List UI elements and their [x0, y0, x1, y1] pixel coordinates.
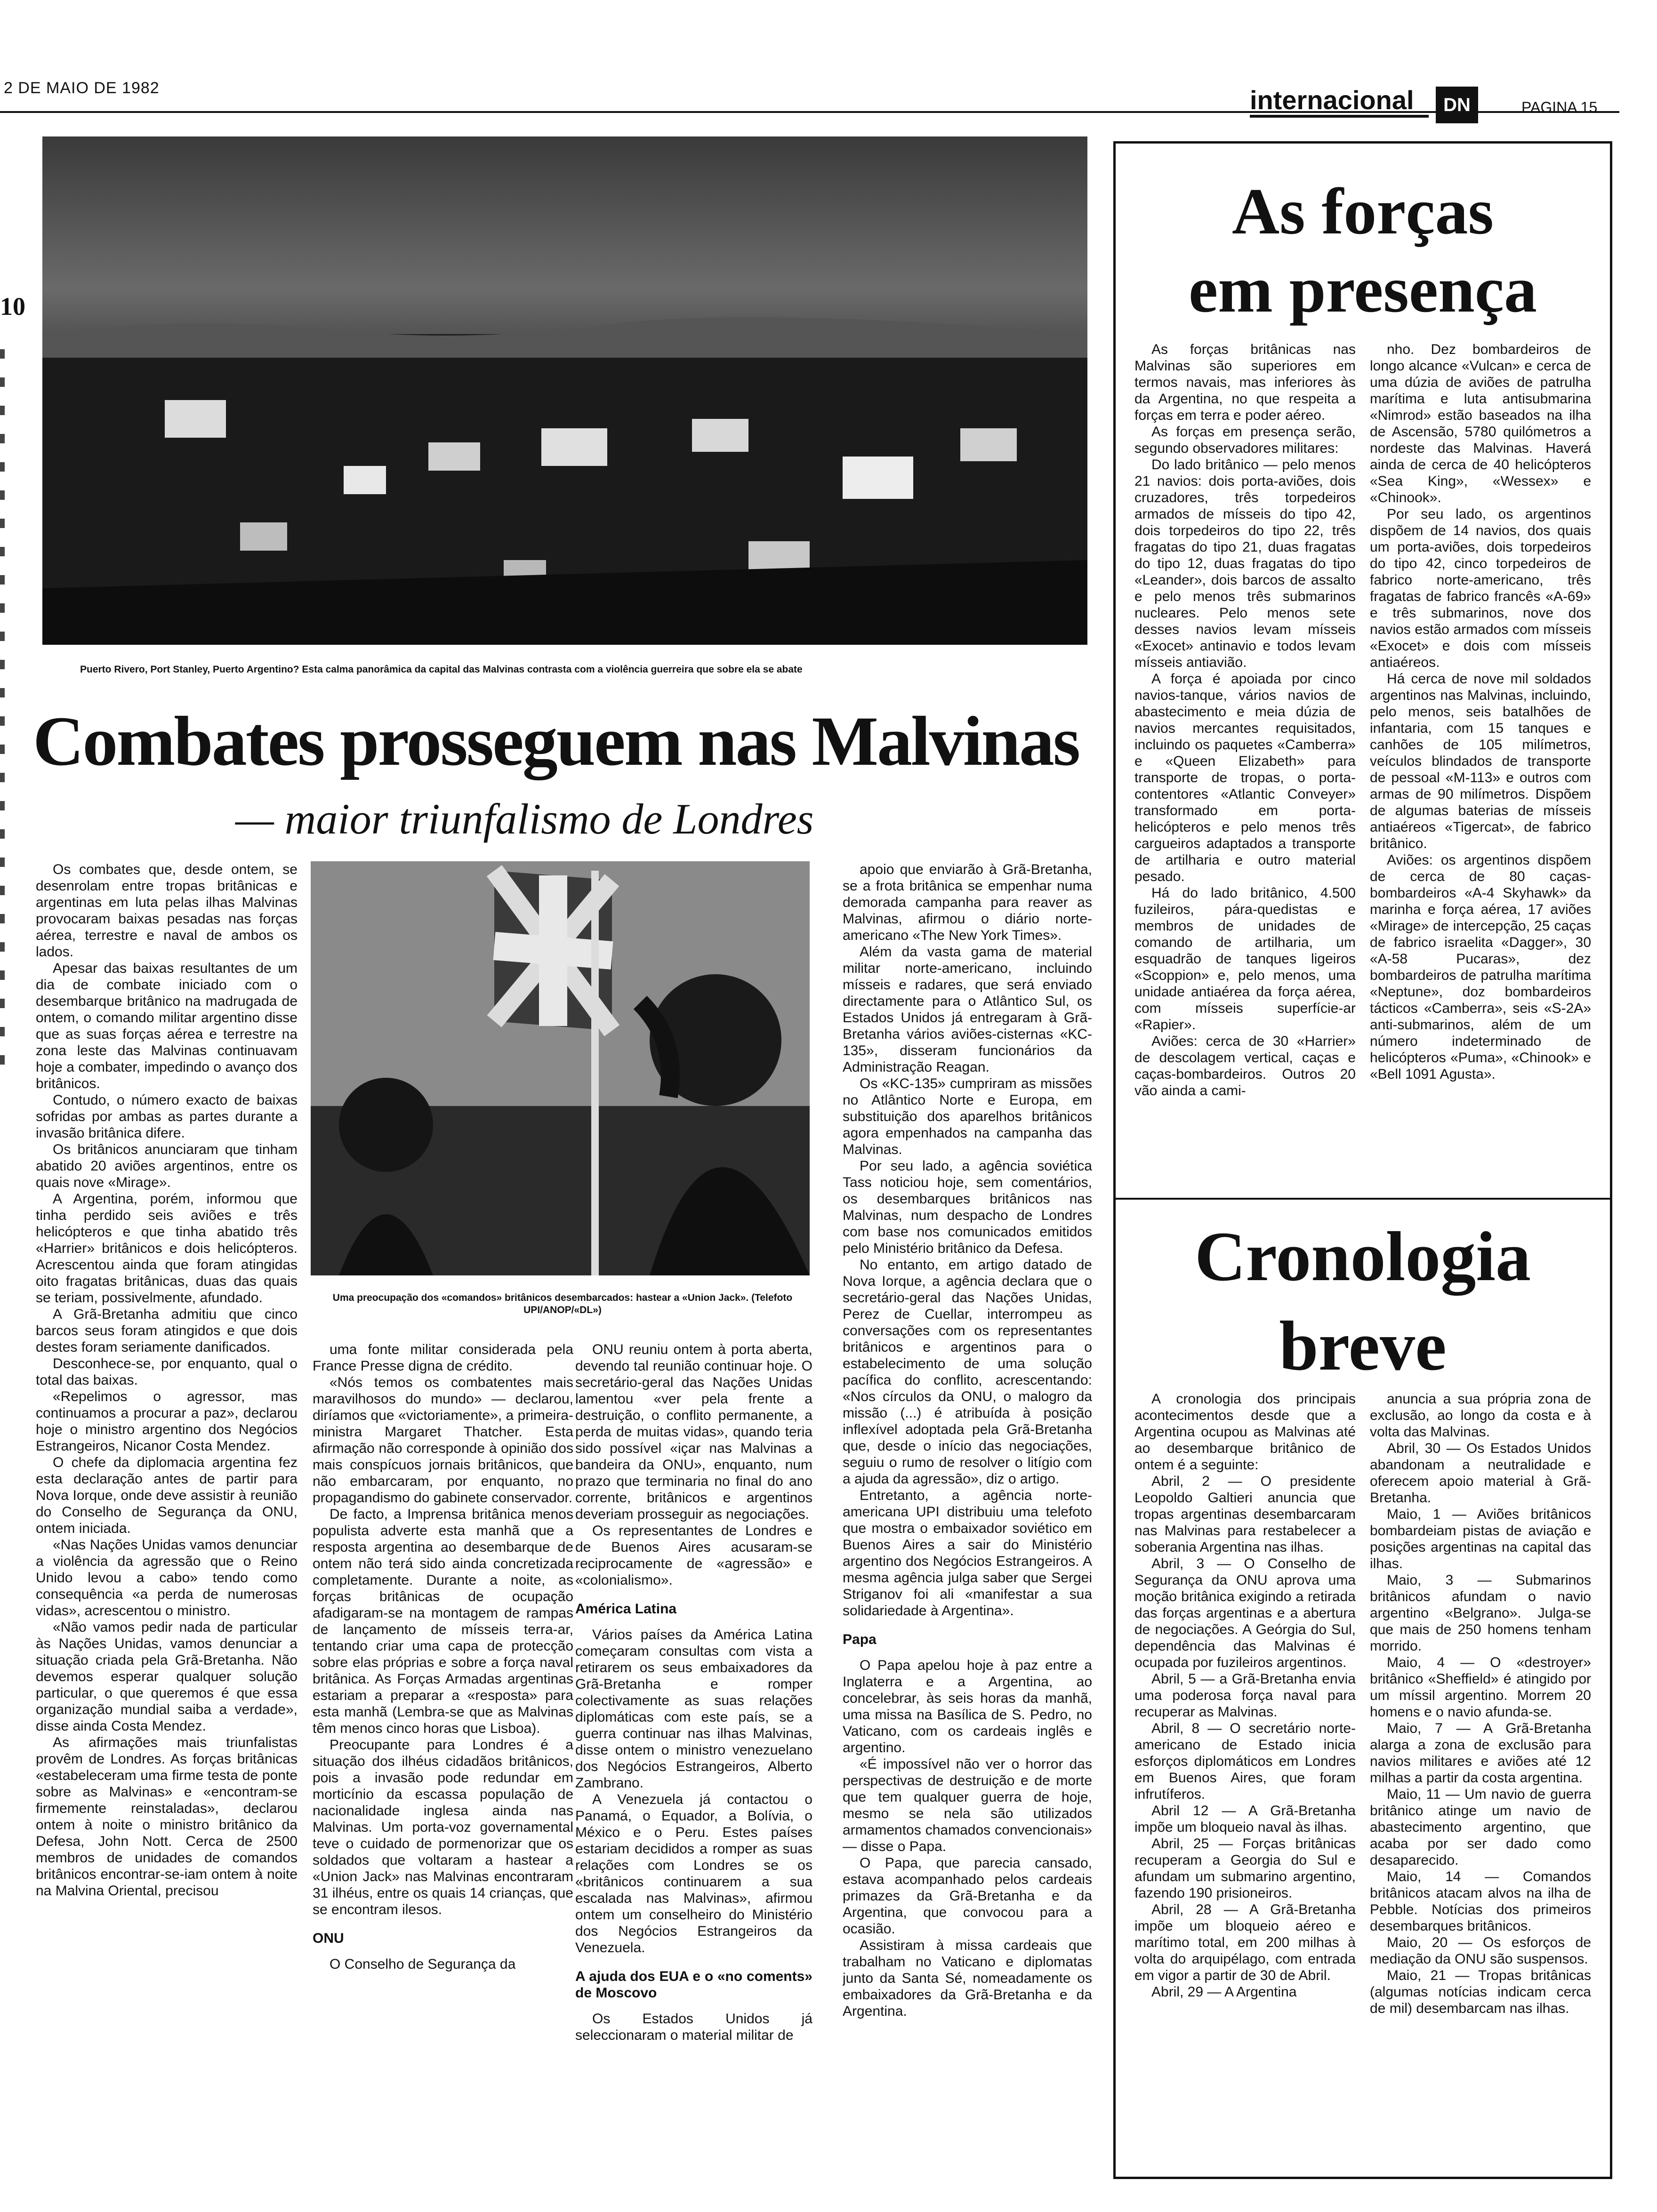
article-paragraph: A Venezuela já contactou o Panamá, o Equador, a Bolívia, o México e o Peru. Estes países estariam decididos a romper as suas relações com Londres se os «britânicos continuarem a sua escalada nas Malvinas», afirmou ontem um conselheiro do Ministério dos Negócios Estrangeiros da Venezuela.: [575, 1792, 812, 1956]
article-paragraph: Os Estados Unidos já seleccionaram o material militar de: [575, 2011, 812, 2043]
chronology-paragraph: Abril, 30 — Os Estados Unidos abandonam a neutralidade e oferecem apoio material à Grã-Bretanha.: [1370, 1441, 1591, 1506]
article-paragraph: A Grã-Bretanha admitiu que cinco barcos seus foram atingidos e que dois destes foram seriamente danificados.: [36, 1306, 298, 1355]
article-paragraph: O chefe da diplomacia argentina fez esta declaração antes de partir para Nova Iorque, onde deve assistir à reunião do Conselho de Segurança da ONU, ontem iniciada.: [36, 1455, 298, 1536]
panorama-caption: Puerto Rivero, Port Stanley, Puerto Argentino? Esta calma panorâmica da capital das Malvinas contrasta com a violência guerreira que sobre ela se abate: [80, 664, 803, 675]
chronology-paragraph: Abril, 2 — O presidente Leopoldo Galtieri anuncia que tropas argentinas desembarcaram nas Malvinas para restabelecer a soberania Argentina nas ilhas.: [1134, 1474, 1356, 1555]
article-paragraph: De facto, a Imprensa britânica menos populista adverte esta manhã que a resposta argentina ao desembarque de ontem não terá sido ainda concretizada completamente. Durante a noite, as forças britânicas de ocupação afadigaram-se na montagem de rampas de lançamento de mísseis terra-ar, tentando criar uma capa de protecção sobre elas próprias e sobre a força naval britânica. As Forças Armadas argentinas estariam a preparar a «resposta» para esta manhã (Lembra-se que as Malvinas têm menos cinco horas que Lisboa).: [313, 1507, 573, 1736]
chronology-paragraph: Abril, 25 — Forças britânicas recuperam a Georgia do Sul e afundam um submarino argentino, fazendo 190 prisioneiros.: [1134, 1836, 1356, 1901]
main-headline: Combates prosseguem nas Malvinas: [33, 702, 1079, 780]
left-margin-fragment: [0, 292, 25, 1092]
forces-headline-line1: As forças: [1232, 175, 1494, 248]
chronology-paragraph: Maio, 4 — O «destroyer» britânico «Sheffield» é atingido por um míssil argentino. Morrem 20 homens e o navio afunda-se.: [1370, 1655, 1591, 1720]
article-paragraph: Além da vasta gama de material militar norte-americano, incluindo mísseis e radares, que será enviado directamente para o Atlântico Sul, os Estados Unidos já entregaram à Grã-Bretanha vários aviões-cisternas «KC-135», disseram funcionários da Administração Reagan.: [843, 944, 1092, 1075]
article-paragraph: No entanto, em artigo datado de Nova Iorque, a agência declara que o secretário-geral das Nações Unidas, Perez de Cuellar, interrompeu as conversações com os representantes britânicos e argentinos para o estabelecimento de uma solução pacífica do conflito, acrescentando: «Nos círculos da ONU, o malogro da missão (...) é atribuída à posição inflexível adoptada pela Grã-Bretanha que, desde o início das negociações, seguiu o rumo de resolver o litígio com a ajuda da agressão», diz o artigo.: [843, 1257, 1092, 1487]
chronology-paragraph: Abril 12 — A Grã-Bretanha impõe um bloqueio naval às ilhas.: [1134, 1803, 1356, 1835]
header-section: internacional: [1250, 85, 1414, 115]
article-paragraph: Preocupante para Londres é a situação dos ilhéus cidadãos britânicos, pois a invasão pode redundar em morticínio da escassa população de nacionalidade inglesa ainda nas Malvinas. Um porta-voz governamental teve o cuidado de pormenorizar que os soldados que voltaram a hastear a «Union Jack» nas Malvinas encontraram 31 ilhéus, entre os quais 14 crianças, que se encontram ilesos.: [313, 1737, 573, 1917]
flag-caption: Uma preocupação dos «comandos» britânicos desembarcados: hastear a «Union Jack». (Telefoto UPI/ANOP/«DL»): [332, 1292, 793, 1315]
forces-paragraph: Há cerca de nove mil soldados argentinos nas Malvinas, incluindo, pelo menos, seis batalhões de infantaria, com 15 tanques e canhões de 105 milímetros, veículos blindados de transporte de pessoal «M-113» e outros com armas de 90 milímetros. Dispõem de algumas baterias de mísseis antiaéreos «Tigercat», de fabrico britânico.: [1370, 671, 1591, 851]
chronology-headline-line2: breve: [1279, 1307, 1447, 1385]
forces-paragraph: Por seu lado, os argentinos dispõem de 14 navios, dos quais um porta-aviões, dois torpedeiros do tipo 42, cinco torpedeiros de fabrico norte-americano, três fragatas de fabrico francês «A-69» e três submarinos, nove dos navios estão armados com mísseis «Exocet» e dois com mísseis antiaéreos.: [1370, 506, 1591, 670]
sidebar-box: [1113, 141, 1612, 2179]
forces-paragraph: Aviões: os argentinos dispõem de cerca de 80 caças-bombardeiros «A-4 Skyhawk» da marinha e força aérea, 17 aviões «Mirage» de intercepção, 25 caças de fabrico israelita «Dagger», 30 «A-58 Pucaras», dez bombardeiros de patrulha marítima «Neptune», doz bombardeiros tácticos «Camberra», seis «S-2A» anti-submarinos, além de um número indeterminado de helicópteros «Puma», «Chinook» e «Bell 1091 Agusta».: [1370, 852, 1591, 1082]
article-column-2: [313, 1341, 573, 2198]
article-paragraph: O Conselho de Segurança da: [330, 1956, 516, 1972]
logo-block: [1436, 87, 1478, 123]
forces-column-left: [1134, 341, 1356, 1330]
article-paragraph: Assistiram à missa cardeais que trabalham no Vaticano e diplomatas junto da Santa Sé, nomeadamente os embaixadores da Grã-Bretanha e da Argentina.: [843, 1938, 1092, 2019]
subheading-onu: ONU: [313, 1931, 344, 1946]
article-paragraph: «Nas Nações Unidas vamos denunciar a violência da agressão que o Reino Unido levou a cabo» tendo como consequência «a perda de numerosas vidas», acrescentou o ministro.: [36, 1537, 298, 1619]
fragment-rule: [0, 330, 5, 1083]
chronology-column-right: [1370, 1391, 1591, 2163]
article-paragraph: O Papa apelou hoje à paz entre a Inglaterra e a Argentina, ao concelebrar, às seis horas da manhã, uma missa na Basílica de S. Pedro, no Vaticano, com os cardeais inglês e argentino.: [843, 1658, 1092, 1755]
forces-paragraph: Do lado britânico — pelo menos 21 navios: dois porta-aviões, dois cruzadores, três torpedeiros armados de mísseis do tipo 42, dois torpedeiros do tipo 22, três fragatas do tipo 21, duas fragatas do tipo 12, duas fragatas do tipo «Leander», dois barcos de assalto e pelo menos três submarinos nucleares. Pelo menos sete desses navios levam mísseis «Exocet» antinavio e todos levam mísseis antiavião.: [1134, 457, 1356, 670]
header-date: 2 DE MAIO DE 1982: [4, 79, 160, 97]
article-paragraph: As afirmações mais triunfalistas provêm de Londres. As forças britânicas «estabeleceram uma firme testa de ponte sobre as Malvinas» e «encontram-se firmemente reinstaladas», declarou ontem à noite o ministro britânico da Defesa, John Nott. Cerca de 2500 membros de unidades de comandos britânicos encontrar-se-iam ontem à noite na Malvina Oriental, precisou: [36, 1735, 298, 1899]
article-paragraph: «Não vamos pedir nada de particular às Nações Unidas, vamos denunciar a situação criada pela Grã-Bretanha. Não devemos esperar qualquer solução particular, o que queremos é que essa organização mundial saiba a verdade», disse ainda Costa Mendez.: [36, 1619, 298, 1734]
article-paragraph: Os britânicos anunciaram que tinham abatido 20 aviões argentinos, entre os quais nove «Mirage».: [36, 1142, 298, 1190]
main-subheadline: — maior triunfalismo de Londres: [235, 795, 814, 843]
article-paragraph: Os combates que, desde ontem, se desenrolam entre tropas britânicas e argentinas em luta pelas ilhas Malvinas provocaram baixas pesadas nas forças aérea, terrestre e naval de ambos os lados.: [36, 862, 298, 960]
chronology-paragraph: anuncia a sua própria zona de exclusão, ao longo da costa e à volta das Malvinas.: [1370, 1391, 1591, 1440]
forces-headline-line2: em presença: [1189, 253, 1537, 326]
chronology-paragraph: Maio, 21 — Tropas britânicas (algumas notícias indicam cerca de mil) desembarcam nas ilhas.: [1370, 1968, 1591, 2016]
article-paragraph: Vários países da América Latina começaram consultas com vista a retirarem os seus embaixadores da Grã-Bretanha e romper colectivamente as suas relações diplomáticas com este país, se a guerra continuar nas ilhas Malvinas, disse ontem o ministro venezuelano dos Negócios Estrangeiros, Alberto Zambrano.: [575, 1627, 812, 1791]
sidebar-divider: [1116, 1198, 1610, 1200]
article-paragraph: A Argentina, porém, informou que tinha perdido seis aviões e três helicópteros e que tinha abatido três «Harrier» britânicos e dois helicópteros. Acrescentou ainda que foram atingidas oito fragatas britânicas, duas das quais se teriam, possivelmente, afundado.: [36, 1191, 298, 1306]
article-paragraph: Apesar das baixas resultantes de um dia de combate iniciado com o desembarque britânico na madrugada de ontem, o comando militar argentino disse que as suas forças aérea e terrestre na zona leste das Malvinas continuavam hoje a combater, impedindo o avanço dos britânicos.: [36, 961, 298, 1091]
chronology-paragraph: Abril, 28 — A Grã-Bretanha impõe um bloqueio aéreo e marítimo total, em 200 milhas à volta do arquipélago, com entrada em vigor a partir de 30 de Abril.: [1134, 1902, 1356, 1983]
forces-paragraph: Há do lado britânico, 4.500 fuzileiros, pára-quedistas e membros de unidades de comando de artilharia, um esquadrão de tanques ligeiros «Scoppion» e, pelo menos, uma unidade antiaérea da força aérea, com mísseis superfície-ar «Rapier».: [1134, 885, 1356, 1033]
article-paragraph: O Papa, que parecia cansado, estava acompanhado pelos cardeais primazes da Grã-Bretanha e da Argentina, que convocou para a ocasião.: [843, 1855, 1092, 1937]
flag-image: [311, 861, 810, 1275]
subheading-america-latina: América Latina: [575, 1601, 677, 1617]
chronology-headline-line1: Cronologia: [1195, 1218, 1531, 1296]
panorama-photo: [42, 136, 1087, 645]
header-underline: [1250, 115, 1429, 118]
article-paragraph: Os representantes de Londres e de Buenos Aires acusaram-se reciprocamente de «agressão» e «colonialismo».: [575, 1523, 812, 1588]
chronology-paragraph: Abril, 8 — O secretário norte-americano de Estado inicia esforços diplomáticos em Londres em Buenos Aires, que foram infrutíferos.: [1134, 1721, 1356, 1802]
chronology-paragraph: Maio, 11 — Um navio de guerra britânico atinge um navio de abastecimento argentino, que acaba por ser dado como desaparecido.: [1370, 1787, 1591, 1868]
article-paragraph: Desconhece-se, por enquanto, qual o total das baixas.: [36, 1356, 298, 1388]
fragment-digits: 10: [0, 292, 25, 321]
article-column-4: [843, 861, 1092, 2198]
chronology-paragraph: A cronologia dos principais acontecimentos desde que a Argentina ocupou as Malvinas até ao desembarque britânico de ontem é a seguinte:: [1134, 1391, 1356, 1473]
forces-paragraph: Aviões: cerca de 30 «Harrier» de descolagem vertical, caças e caças-bombardeiros. Outros 20 vão ainda a cami-: [1134, 1034, 1356, 1098]
chronology-paragraph: Maio, 14 — Comandos britânicos atacam alvos na ilha de Pebble. Notícias dos primeiros desembarques britânicos.: [1370, 1869, 1591, 1934]
chronology-column-left: [1134, 1391, 1356, 2163]
article-column-1: [36, 861, 298, 2198]
forces-paragraph: As forças em presença serão, segundo observadores militares:: [1134, 424, 1356, 456]
chronology-paragraph: Maio, 20 — Os esforços de mediação da ONU são suspensos.: [1370, 1935, 1591, 1967]
article-column-3: [575, 1341, 812, 2198]
chronology-paragraph: Maio, 3 — Submarinos britânicos afundam o navio argentino «Belgrano». Julga-se que mais de 250 homens tenham morrido.: [1370, 1572, 1591, 1654]
flag-photo: [311, 861, 810, 1275]
forces-paragraph: As forças britânicas nas Malvinas são superiores em termos navais, mas inferiores às da Argentina, no que respeita a forças em terra e poder aéreo.: [1134, 342, 1356, 423]
article-paragraph: Por seu lado, a agência soviética Tass noticiou hoje, sem comentários, os desembarques britânicos nas Malvinas, num despacho de Londres com base nos comunicados emitidos pelo Ministério britânico da Defesa.: [843, 1158, 1092, 1256]
header-page: PAGINA 15: [1521, 99, 1598, 116]
subheading-ajuda-eua: A ajuda dos EUA e o «no coments» de Moscovo: [575, 1969, 812, 2001]
forces-paragraph: nho. Dez bombardeiros de longo alcance «Vulcan» e cerca de uma dúzia de aviões de patrulha marítima e luta antisubmarina «Nimrod» estão baseados na ilha de Ascensão, 5780 quilómetros a nordeste das Malvinas. Haverá ainda de cerca de 40 helicópteros «Sea King», «Wessex» e «Chinook».: [1370, 342, 1591, 505]
chronology-paragraph: Abril, 5 — a Grã-Bretanha envia uma poderosa força naval para recuperar as Malvinas.: [1134, 1671, 1356, 1720]
panorama-image: [42, 136, 1087, 645]
article-paragraph: «Nós temos os combatentes mais maravilhosos do mundo» — declarou, diríamos que «victoriamente», a primeira-ministra Margaret Thatcher. Esta afirmação não corresponde à opinião dos mais conspícuos jornais britânicos, que não embarcaram, por enquanto, no propagandismo do gabinete conservador.: [313, 1375, 573, 1506]
forces-column-right: [1370, 341, 1591, 1330]
article-paragraph: Entretanto, a agência norte-americana UPI distribuiu uma telefoto que mostra o embaixador soviético em Buenos Aires a sair do Ministério argentino dos Negócios Estrangeiros. A mesma agência julga saber que Sergei Striganov foi ali «manifestar a sua solidariedade à Argentina».: [843, 1488, 1092, 1619]
article-paragraph: ONU reuniu ontem à porta aberta, devendo tal reunião continuar hoje. O secretário-geral das Nações Unidas lamentou «ver pela frente a destruição, o conflito permanente, a perda de muitas vidas», quando teria sido possível «içar nas Malvinas a bandeira da ONU», enquanto, num prazo que terminaria no final do ano corrente, britânicos e argentinos deveriam prosseguir as negociações.: [575, 1342, 812, 1522]
chronology-paragraph: Maio, 1 — Aviões britânicos bombardeiam pistas de aviação e posições argentinas na capital das ilhas.: [1370, 1507, 1591, 1571]
article-paragraph: Contudo, o número exacto de baixas sofridas por ambas as partes durante a invasão britânica difere.: [36, 1092, 298, 1141]
article-paragraph: apoio que enviarão à Grã-Bretanha, se a frota britânica se empenhar numa demorada campanha para reaver as Malvinas, afirmou o diário norte-americano «The New York Times».: [843, 862, 1092, 943]
subheading-papa: Papa: [843, 1632, 877, 1647]
logo-mark: DN: [1443, 95, 1471, 115]
article-paragraph: Os «KC-135» cumpriram as missões no Atlântico Norte e Europa, em substituição dos aparelhos britânicos agora empenhados na campanha das Malvinas.: [843, 1076, 1092, 1157]
forces-paragraph: A força é apoiada por cinco navios-tanque, vários navios de abastecimento e meia dúzia de navios mercantes requisitados, incluindo os paquetes «Camberra» e «Queen Elizabeth» para transporte de tropas, o porta-contentores «Atlantic Conveyer» transformado em porta-helicópteros e pelo menos três cargueiros adaptados a transporte de artilharia e outro material pesado.: [1134, 671, 1356, 884]
chronology-paragraph: Abril, 29 — A Argentina: [1151, 1984, 1297, 2000]
article-paragraph: «É impossível não ver o horror das perspectivas de destruição e de morte que tem qualquer guerra de hoje, mesmo se nela são utilizados armamentos chamados convencionais» — disse o Papa.: [843, 1756, 1092, 1854]
chronology-paragraph: Maio, 7 — A Grã-Bretanha alarga a zona de exclusão para navios militares e aviões até 12 milhas a partir da costa argentina.: [1370, 1721, 1591, 1786]
article-paragraph: «Repelimos o agressor, mas continuamos a procurar a paz», declarou hoje o ministro argentino dos Negócios Estrangeiros, Nicanor Costa Mendez.: [36, 1389, 298, 1454]
chronology-paragraph: Abril, 3 — O Conselho de Segurança da ONU aprova uma moção britânica exigindo a retirada das forças argentinas e a abertura de negociações. A Geórgia do Sul, dependência das Malvinas é ocupada por fuzileiros argentinos.: [1134, 1556, 1356, 1670]
article-paragraph: uma fonte militar considerada pela France Presse digna de crédito.: [313, 1342, 573, 1374]
